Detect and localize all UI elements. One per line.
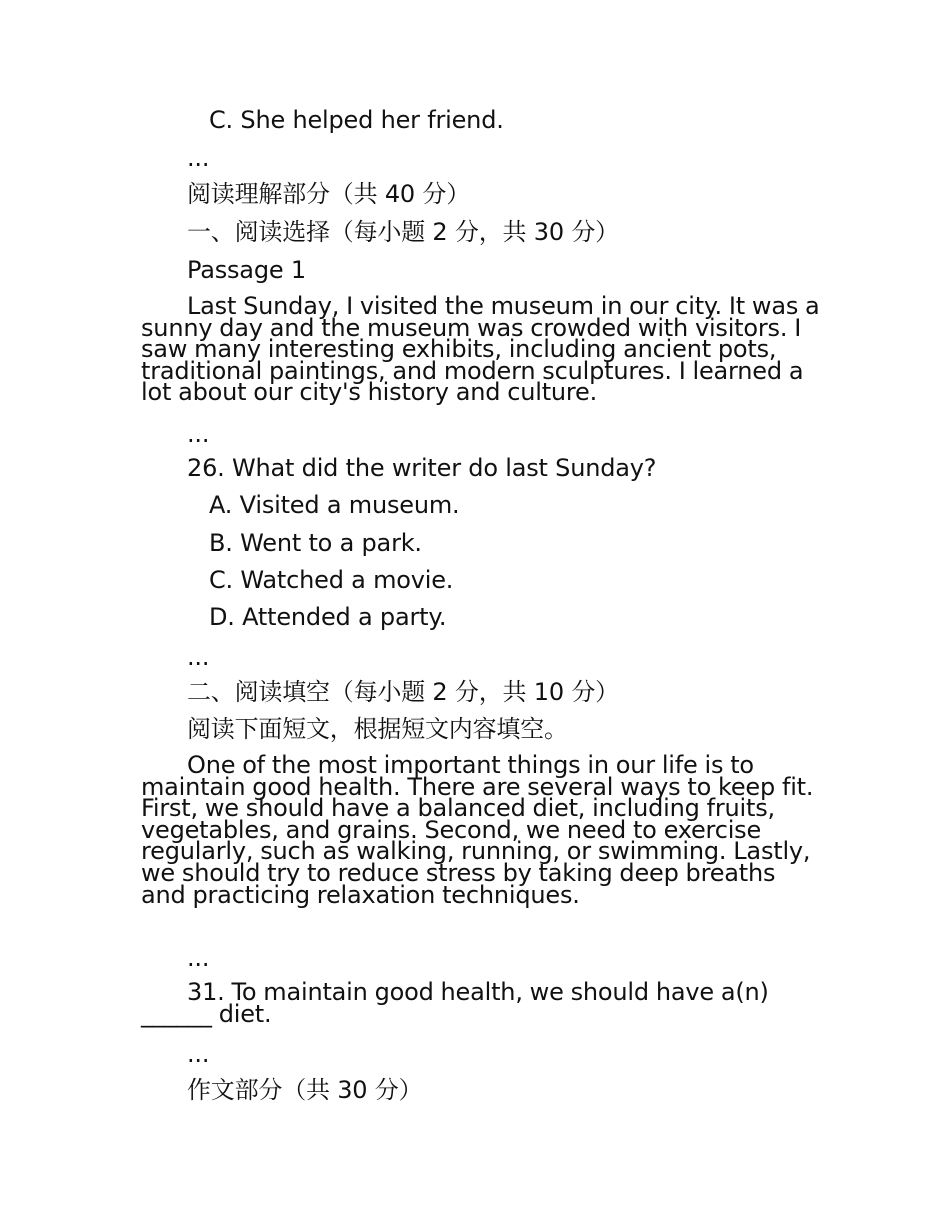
ellipsis: ... <box>187 1040 210 1068</box>
part2-title: 二、阅读填空（每小题 2 分，共 10 分） <box>187 678 619 706</box>
ellipsis: ... <box>187 944 210 972</box>
passage2-text: One of the most important things in our life is to maintain good health. There are several ways to keep fit. First, we should have a balanced diet, including fruits, vegetables, and grains. Second, we need to exercise regularly, such as walking, running, or swimming. Lastly, we should try to reduce stress by taking deep breaths and practicing relaxation techniques. <box>141 751 814 909</box>
q26-option-c: C. Watched a movie. <box>209 566 454 594</box>
q26-option-d: D. Attended a party. <box>209 603 447 631</box>
part1-title: 一、阅读选择（每小题 2 分，共 30 分） <box>187 218 619 246</box>
q31-question: 31. To maintain good health, we should have a(n) ______ diet. <box>141 978 769 1028</box>
ellipsis: ... <box>187 420 210 448</box>
q26-question: 26. What did the writer do last Sunday? <box>187 454 657 482</box>
q25-option-c: C. She helped her friend. <box>209 106 504 134</box>
passage1-title: Passage 1 <box>187 256 306 284</box>
q26-option-b: B. Went to a park. <box>209 529 422 557</box>
section-writing-title: 作文部分（共 30 分） <box>187 1076 423 1104</box>
q26-option-a: A. Visited a museum. <box>209 491 460 519</box>
part2-instruction: 阅读下面短文，根据短文内容填空。 <box>187 715 568 743</box>
section-reading-title: 阅读理解部分（共 40 分） <box>187 180 470 208</box>
passage1-text: Last Sunday, I visited the museum in our city. It was a sunny day and the museum was crowded with visitors. I saw many interesting exhibits, including ancient pots, traditional paintings, and modern sculptures. I learned a lot about our city's history and culture. <box>141 292 820 407</box>
ellipsis: ... <box>187 643 210 671</box>
ellipsis: ... <box>187 144 210 172</box>
